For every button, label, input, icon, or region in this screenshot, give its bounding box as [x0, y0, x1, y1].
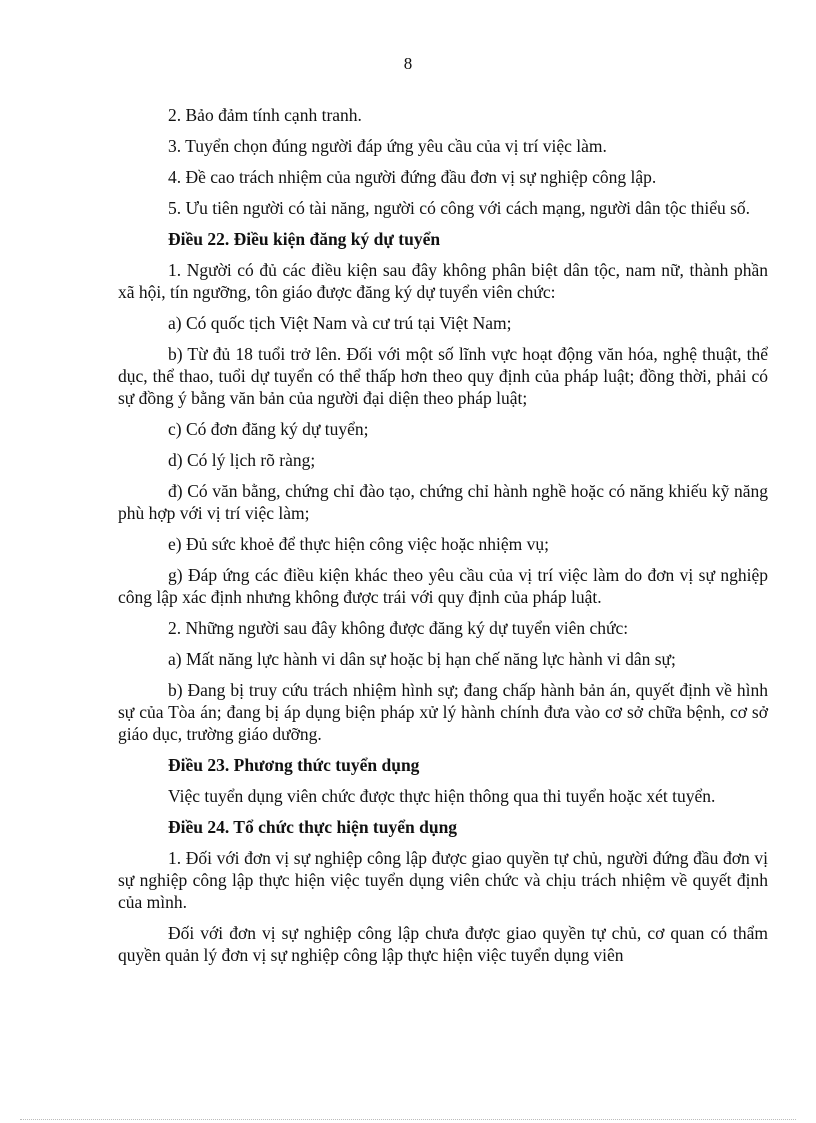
document-body	[118, 104, 768, 975]
article-22-clause-1: 1. Người có đủ các điều kiện sau đây không phân biệt dân tộc, nam nữ, thành phần xã hội, tín ngưỡng, tôn giáo được đăng ký dự tuyển viên chức:	[118, 260, 768, 302]
article-22-point-dd: đ) Có văn bằng, chứng chỉ đào tạo, chứng chỉ hành nghề hoặc có năng khiếu kỹ năng phù hợp với vị trí việc làm;	[118, 481, 768, 523]
article-24-clause-1-continued: Đối với đơn vị sự nghiệp công lập chưa được giao quyền tự chủ, cơ quan có thẩm quyền quản lý đơn vị sự nghiệp công lập thực hiện việc tuyển dụng viên	[118, 923, 768, 965]
article-22-heading: Điều 22. Điều kiện đăng ký dự tuyển	[168, 229, 441, 249]
page-bottom-divider	[20, 1119, 796, 1120]
article-24-heading: Điều 24. Tổ chức thực hiện tuyển dụng	[168, 817, 458, 837]
article-22-point-c: c) Có đơn đăng ký dự tuyển;	[168, 419, 369, 439]
clause-4-responsibility: 4. Đề cao trách nhiệm của người đứng đầu đơn vị sự nghiệp công lập.	[168, 167, 657, 187]
article-22-point-g: g) Đáp ứng các điều kiện khác theo yêu cầu của vị trí việc làm do đơn vị sự nghiệp công lập xác định nhưng không được trái với quy định của pháp luật.	[118, 565, 768, 607]
article-22-clause-2-point-a: a) Mất năng lực hành vi dân sự hoặc bị hạn chế năng lực hành vi dân sự;	[168, 649, 676, 669]
clause-2-competitiveness: 2. Bảo đảm tính cạnh tranh.	[168, 105, 362, 125]
page-number: 8	[403, 54, 413, 73]
article-23-heading: Điều 23. Phương thức tuyển dụng	[168, 755, 420, 775]
article-23-body: Việc tuyển dụng viên chức được thực hiện thông qua thi tuyển hoặc xét tuyển.	[168, 786, 716, 806]
article-22-point-a: a) Có quốc tịch Việt Nam và cư trú tại Việt Nam;	[168, 313, 512, 333]
article-22-clause-2: 2. Những người sau đây không được đăng ký dự tuyển viên chức:	[168, 618, 629, 638]
article-22-point-d: d) Có lý lịch rõ ràng;	[168, 450, 316, 470]
article-24-clause-1: 1. Đối với đơn vị sự nghiệp công lập được giao quyền tự chủ, người đứng đầu đơn vị sự nghiệp công lập thực hiện việc tuyển dụng viên chức và chịu trách nhiệm về quyết định của mình.	[118, 848, 768, 912]
clause-5-priority: 5. Ưu tiên người có tài năng, người có công với cách mạng, người dân tộc thiểu số.	[168, 198, 751, 218]
article-22-point-e: e) Đủ sức khoẻ để thực hiện công việc hoặc nhiệm vụ;	[168, 534, 550, 554]
clause-3-right-person: 3. Tuyển chọn đúng người đáp ứng yêu cầu của vị trí việc làm.	[168, 136, 607, 156]
article-22-clause-2-point-b: b) Đang bị truy cứu trách nhiệm hình sự; đang chấp hành bản án, quyết định về hình sự của Tòa án; đang bị áp dụng biện pháp xử lý hành chính đưa vào cơ sở chữa bệnh, cơ sở giáo dục, trường giáo dưỡng.	[118, 680, 768, 744]
article-22-point-b: b) Từ đủ 18 tuổi trở lên. Đối với một số lĩnh vực hoạt động văn hóa, nghệ thuật, thể dục, thể thao, tuổi dự tuyển có thể thấp hơn theo quy định của pháp luật; đồng thời, phải có sự đồng ý bằng văn bản của người đại diện theo pháp luật;	[118, 344, 768, 408]
